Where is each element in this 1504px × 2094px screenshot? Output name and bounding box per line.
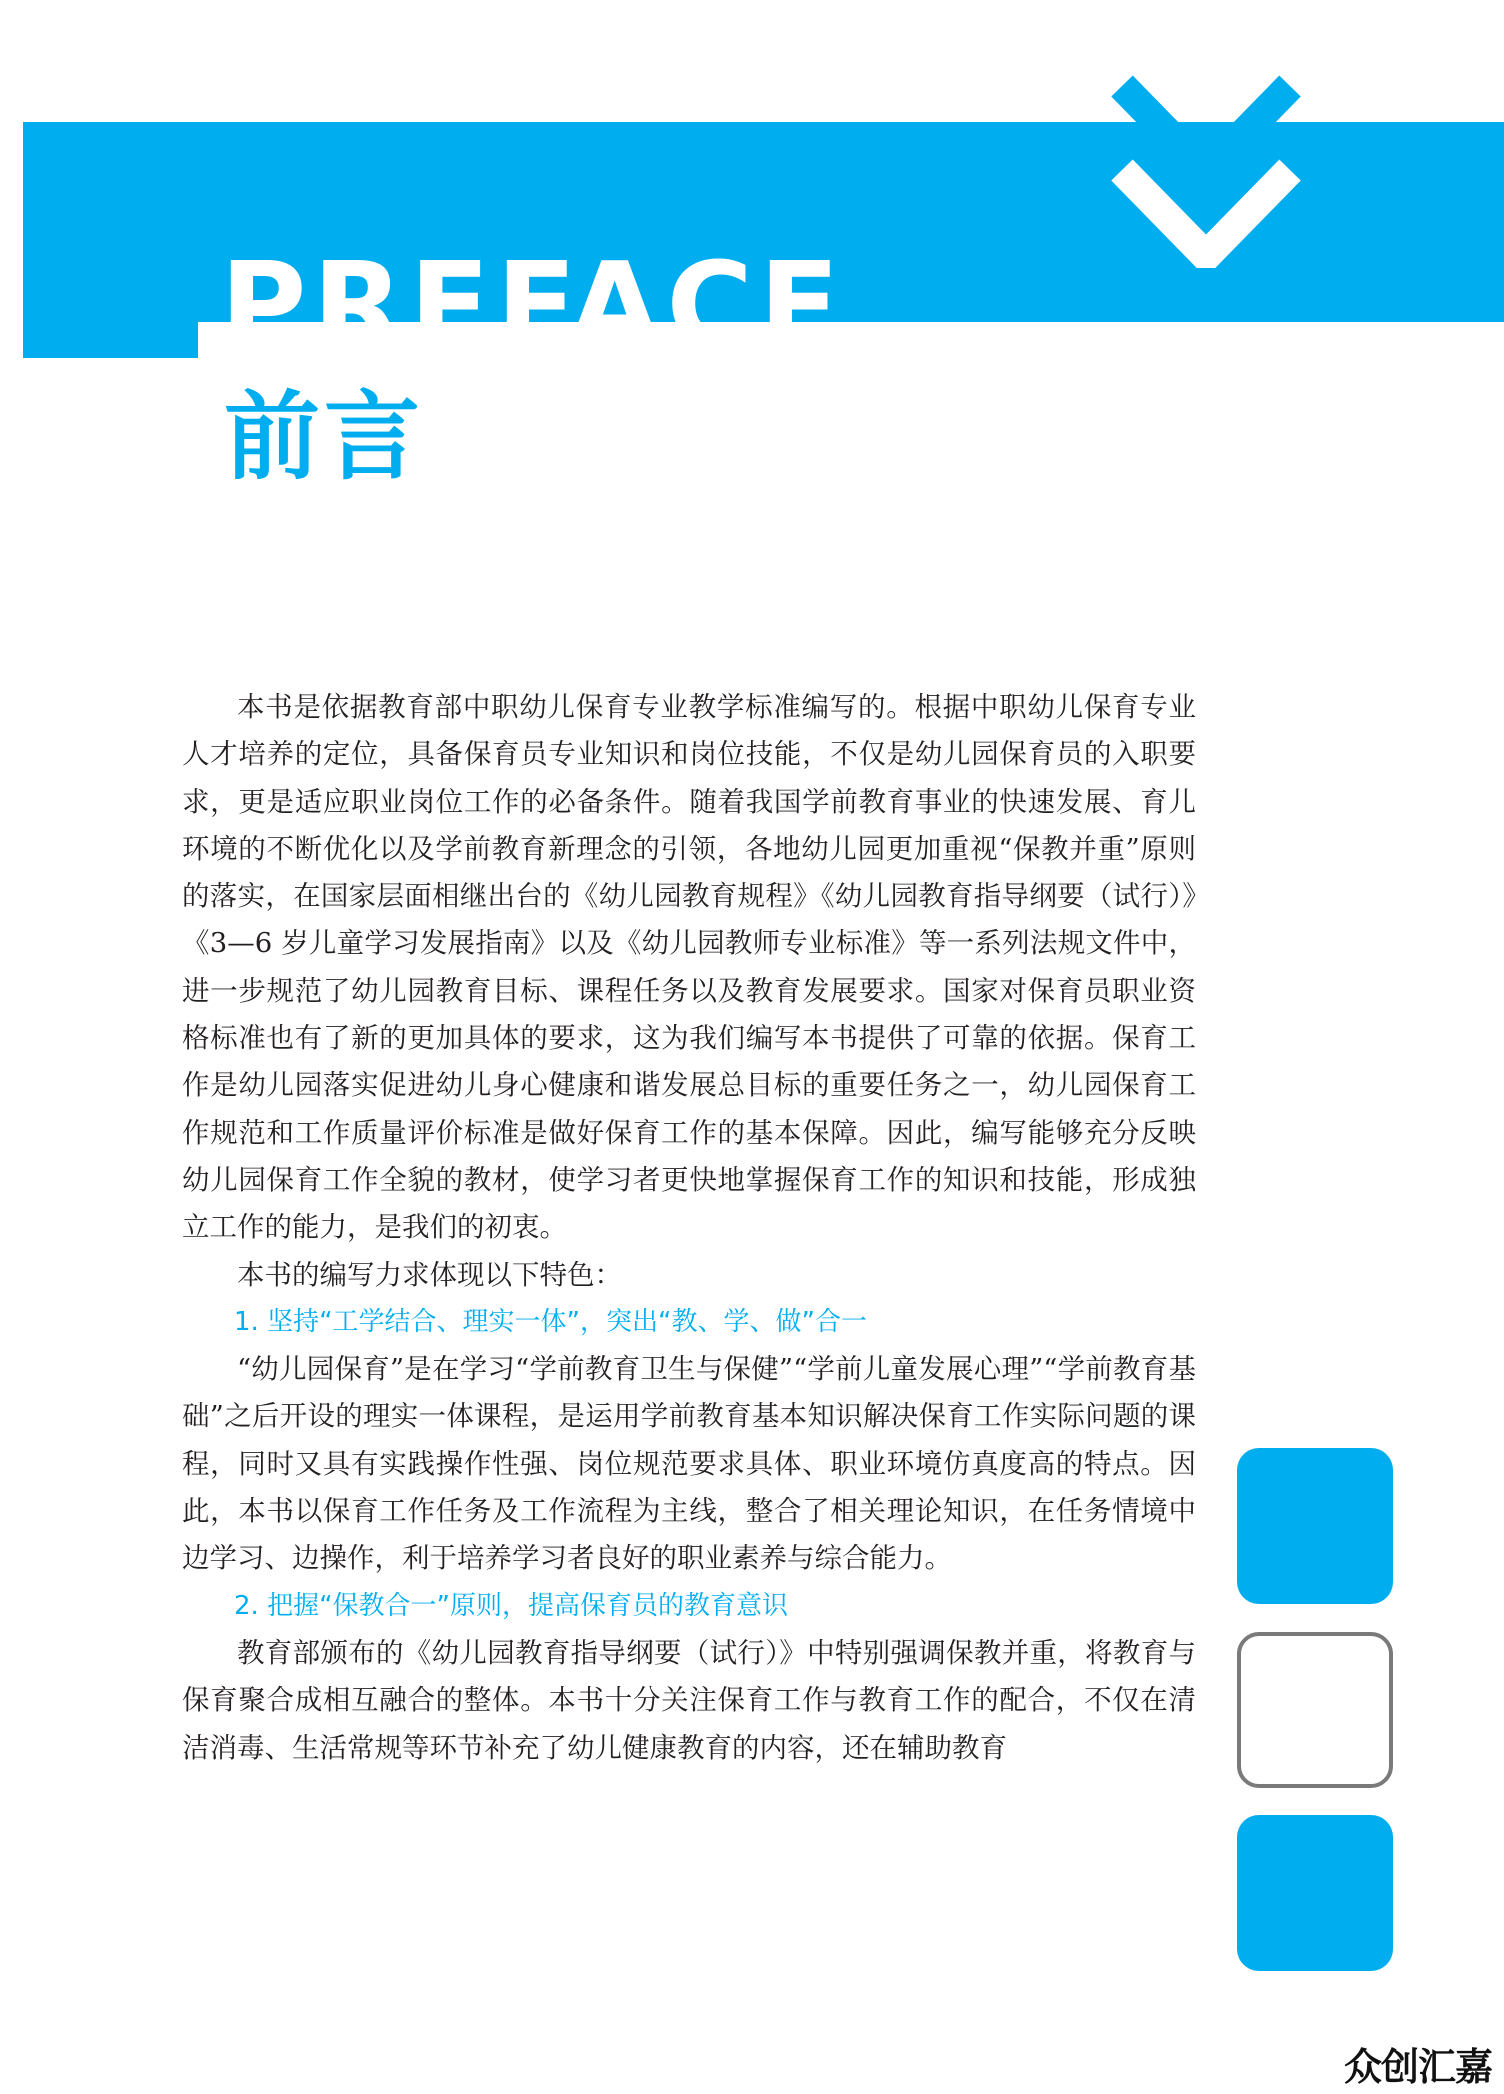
watermark-logo: 众创汇嘉 [1344, 2045, 1493, 2089]
paragraph-intro: 本书是依据教育部中职幼儿保育专业教学标准编写的。根据中职幼儿保育专业人才培养的定位，具备保育员专业知识和岗位技能，不仅是幼儿园保育员的入职要求，更是适应职业岗位工作的必备条件。随着我国学前教育事业的快速发展、育儿环境的不断优化以及学前教育新理念的引领，各地幼儿园更加重视“保教并重”原则的落实，在国家层面相继出台的《幼儿园教育规程》《幼儿园教育指导纲要（试行）》《3—6 岁儿童学习发展指南》以及《幼儿园教师专业标准》等一系列法规文件中，进一步规范了幼儿园教育目标、课程任务以及教育发展要求。国家对保育员职业资格标准也有了新的更加具体的要求，这为我们编写本书提供了可靠的依据。保育工作是幼儿园落实促进幼儿身心健康和谐发展总目标的重要任务之一，幼儿园保育工作规范和工作质量评价标准是做好保育工作的基本保障。因此，编写能够充分反映幼儿园保育工作全貌的教材，使学习者更快地掌握保育工作的知识和技能，形成独立工作的能力，是我们的初衷。 [182, 691, 1196, 1244]
paragraph-features-lead: 本书的编写力求体现以下特色： [237, 1258, 622, 1291]
section-heading-1: 1. 坚持“工学结合、理实一体”，突出“教、学、做”合一 [234, 1306, 867, 1337]
paragraph-section-1: “幼儿园保育”是在学习“学前教育卫生与保健”“学前儿童发展心理”“学前教育基础”之后开设的理实一体课程，是运用学前教育基本知识解决保育工作实际问题的课程，同时又具有实践操作性强、岗位规范要求具体、职业环境仿真度高的特点。因此，本书以保育工作任务及工作流程为主线，整合了相关理论知识，在任务情境中边学习、边操作，利于培养学习者良好的职业素养与综合能力。 [182, 1353, 1196, 1575]
side-tab-filled-top [1237, 1448, 1393, 1604]
side-tab-filled-bottom [1237, 1815, 1393, 1971]
side-tab-outline [1237, 1632, 1393, 1788]
preface-title-english: PREFACE [220, 246, 846, 354]
paragraph-section-2: 教育部颁布的《幼儿园教育指导纲要（试行）》中特别强调保教并重，将教育与保育聚合成相互融合的整体。本书十分关注保育工作与教育工作的配合，不仅在清洁消毒、生活常规等环节补充了幼儿健康教育的内容，还在辅助教育 [182, 1636, 1196, 1764]
section-heading-2: 2. 把握“保教合一”原则，提高保育员的教育意识 [234, 1590, 789, 1621]
double-chevron-down-icon [1108, 72, 1304, 268]
preface-title-chinese: 前言 [224, 381, 424, 493]
preface-body [182, 684, 1196, 1772]
